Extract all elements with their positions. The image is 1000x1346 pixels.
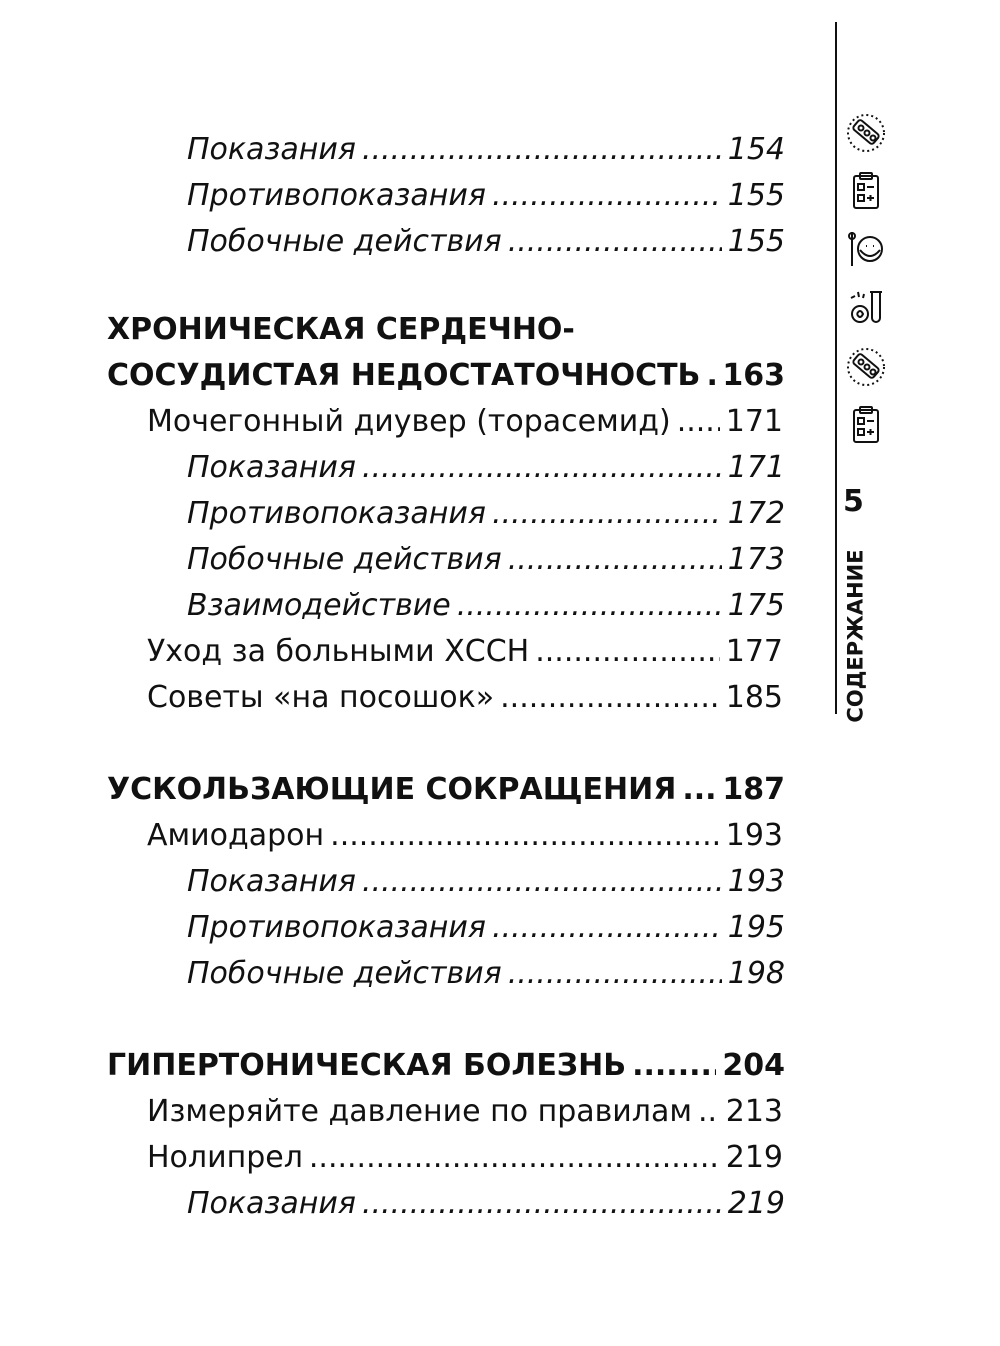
leader-dots — [632, 1048, 716, 1083]
toc-entry-title: Противопоказания — [187, 178, 486, 213]
toc-entry-title: Уход за больными ХССН — [147, 634, 530, 669]
leader-dots — [309, 1140, 720, 1175]
toc-entry[interactable] — [147, 1094, 783, 1134]
leader-dots — [508, 224, 722, 259]
toc-entry[interactable] — [187, 132, 785, 172]
toc-entry-page: 219 — [725, 1140, 783, 1175]
toc-entry[interactable] — [187, 910, 785, 950]
toc-entry-title: Мочегонный диувер (торасемид) — [147, 404, 671, 439]
clipboard-checklist-icon — [845, 404, 887, 446]
toc-entry-title: Побочные действия — [187, 542, 502, 577]
toc-entry-page: 193 — [725, 818, 783, 853]
toc-entry-page: 213 — [725, 1094, 783, 1129]
leader-dots — [492, 910, 722, 945]
toc-entry-title: Показания — [187, 1186, 356, 1221]
toc-entry-page: 175 — [727, 588, 785, 623]
toc-entry-title: Показания — [187, 132, 356, 167]
toc-entry-page: 185 — [725, 680, 783, 715]
toc-chapter-entry[interactable] — [107, 358, 785, 398]
toc-entry-title: Побочные действия — [187, 224, 502, 259]
toc-chapter-title: УСКОЛЬЗАЮЩИЕ СОКРАЩЕНИЯ — [107, 772, 677, 807]
toc-chapter-entry[interactable] — [107, 1048, 785, 1088]
toc-entry[interactable] — [187, 224, 785, 264]
toc-entry[interactable] — [147, 634, 783, 674]
toc-entry[interactable] — [187, 496, 785, 536]
section-label — [836, 549, 876, 723]
leader-dots — [698, 1094, 720, 1129]
leader-dots — [706, 358, 716, 393]
toc-entry-title: Амиодарон — [147, 818, 325, 853]
toc-entry[interactable] — [187, 542, 785, 582]
toc-entry-page: 198 — [727, 956, 785, 991]
toc-entry-page: 172 — [727, 496, 785, 531]
toc-entry[interactable] — [147, 818, 783, 858]
toc-entry-page: 155 — [727, 178, 785, 213]
leader-dots — [508, 956, 722, 991]
toc-entry[interactable] — [187, 1186, 785, 1226]
leader-dots — [330, 818, 720, 853]
leader-dots — [362, 864, 722, 899]
toc-entry-page: 219 — [727, 1186, 785, 1221]
toc-entry[interactable] — [187, 450, 785, 490]
toc-entry[interactable] — [187, 864, 785, 904]
leader-dots — [457, 588, 722, 623]
toc-entry-page: 163 — [722, 358, 785, 393]
toc-entry-page: 177 — [725, 634, 783, 669]
toc-entry[interactable] — [187, 588, 785, 628]
toc-entry-page: 204 — [722, 1048, 785, 1083]
toc-entry[interactable] — [147, 1140, 783, 1180]
toc-entry-page: 155 — [727, 224, 785, 259]
toc-entry-title: Показания — [187, 450, 356, 485]
toc-entry-page: 173 — [727, 542, 785, 577]
toc-chapter-title: СОСУДИСТАЯ НЕДОСТАТОЧНОСТЬ — [107, 358, 701, 393]
toc-entry-page: 193 — [727, 864, 785, 899]
toc-entry-title: Показания — [187, 864, 356, 899]
toc-chapter-entry[interactable] — [107, 772, 785, 812]
toc-entry[interactable] — [187, 178, 785, 218]
doctor-face-icon — [845, 228, 887, 270]
toc-entry-title: Нолипрел — [147, 1140, 303, 1175]
pill-blister-icon — [845, 346, 887, 388]
toc-entry-page: 171 — [725, 404, 783, 439]
leader-dots — [535, 634, 720, 669]
leader-dots — [492, 178, 722, 213]
section-label-text: СОДЕРЖАНИЕ — [844, 549, 869, 723]
leader-dots — [362, 1186, 722, 1221]
toc-entry-page: 154 — [727, 132, 785, 167]
leader-dots — [508, 542, 722, 577]
toc-entry-page: 171 — [727, 450, 785, 485]
toc-entry-title: Советы «на посошок» — [147, 680, 495, 715]
test-tubes-icon — [845, 286, 887, 328]
toc-entry[interactable] — [187, 956, 785, 996]
toc-entry-title: Измеряйте давление по правилам — [147, 1094, 692, 1129]
toc-entry-title: Взаимодействие — [187, 588, 451, 623]
pill-blister-icon — [845, 112, 887, 154]
toc-entry-page: 195 — [727, 910, 785, 945]
page-number: 5 — [843, 484, 864, 519]
leader-dots — [362, 132, 722, 167]
toc-entry[interactable] — [147, 680, 783, 720]
toc-entry-title: Противопоказания — [187, 496, 486, 531]
chapter-title-line1: ХРОНИЧЕСКАЯ СЕРДЕЧНО- — [107, 312, 575, 347]
leader-dots — [492, 496, 722, 531]
leader-dots — [500, 680, 720, 715]
leader-dots — [362, 450, 722, 485]
toc-chapter-title: ГИПЕРТОНИЧЕСКАЯ БОЛЕЗНЬ — [107, 1048, 627, 1083]
leader-dots — [677, 404, 720, 439]
toc-entry[interactable] — [147, 404, 783, 444]
toc-entry-title: Противопоказания — [187, 910, 486, 945]
toc-entry-title: Побочные действия — [187, 956, 502, 991]
toc-entry-page: 187 — [722, 772, 785, 807]
leader-dots — [682, 772, 716, 807]
clipboard-checklist-icon — [845, 170, 887, 212]
